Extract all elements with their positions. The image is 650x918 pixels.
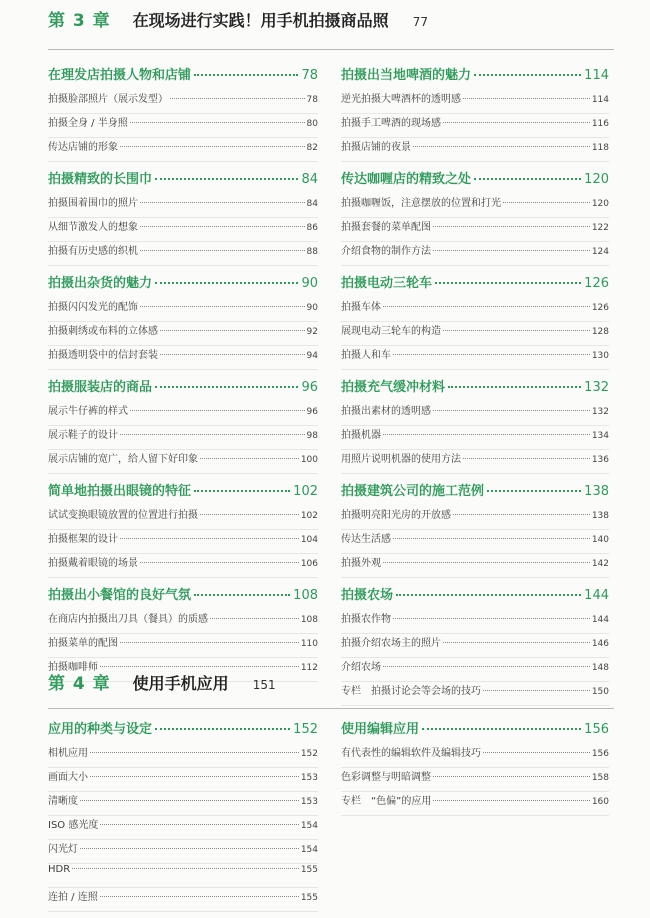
dot-leader <box>200 458 299 459</box>
entry-title: 展示牛仔裤的样式 <box>48 406 128 417</box>
entry-page-number: 130 <box>591 351 609 361</box>
entry-title: 有代表性的编辑软件及编辑技巧 <box>341 748 481 759</box>
toc-entry[interactable] <box>48 402 318 426</box>
chapter-4-right-column <box>341 718 609 822</box>
dot-leader <box>383 562 590 563</box>
chapter-3-header <box>48 6 428 36</box>
dot-leader <box>433 226 590 227</box>
dot-leader <box>483 752 590 753</box>
toc-section <box>48 272 318 370</box>
dot-leader <box>140 306 305 307</box>
section-heading[interactable] <box>48 272 318 298</box>
entry-title: 专栏 拍摄讨论会等会场的技巧 <box>341 686 481 697</box>
dot-leader <box>433 410 590 411</box>
section-page-number: 120 <box>584 172 609 187</box>
dot-leader <box>170 98 305 99</box>
entry-title: 试试变换眼镜放置的位置进行拍摄 <box>48 510 198 521</box>
entry-page-number: 153 <box>300 797 318 807</box>
dot-leader <box>120 434 305 435</box>
toc-entry[interactable] <box>341 634 609 658</box>
dot-leader <box>443 122 590 123</box>
entry-title: 拍摄菜单的配图 <box>48 638 118 649</box>
chapter-3-left-column <box>48 64 318 688</box>
entry-title: 逆光拍摄大啤酒杯的透明感 <box>341 94 461 105</box>
toc-section <box>341 376 609 474</box>
toc-section <box>48 718 318 912</box>
dot-leader <box>383 434 590 435</box>
dot-leader <box>160 354 305 355</box>
chapter-3-number: 第 3 章 <box>48 11 111 31</box>
section-heading[interactable] <box>48 480 318 506</box>
section-page-number: 138 <box>584 484 609 499</box>
entry-page-number: 80 <box>306 119 318 129</box>
dot-leader <box>433 250 590 251</box>
section-title: 拍摄出杂货的魅力 <box>48 276 153 291</box>
section-heading[interactable] <box>48 718 318 744</box>
entry-title: 拍摄透明袋中的信封套装 <box>48 350 158 361</box>
section-title: 拍摄建筑公司的施工范例 <box>341 484 485 499</box>
entry-page-number: 104 <box>300 535 318 545</box>
dot-leader <box>393 354 590 355</box>
section-page-number: 96 <box>301 380 318 395</box>
entry-page-number: 154 <box>300 821 318 831</box>
entry-page-number: 155 <box>300 893 318 903</box>
toc-entry[interactable] <box>48 530 318 554</box>
entry-title: 画面大小 <box>48 772 88 783</box>
chapter-4-page: 151 <box>252 678 276 692</box>
entry-title: 拍摄咖啡师 <box>48 662 98 673</box>
entry-page-number: 106 <box>300 559 318 569</box>
toc-entry[interactable] <box>341 298 609 322</box>
dot-leader <box>396 594 581 596</box>
section-page-number: 78 <box>301 68 318 83</box>
entry-page-number: 128 <box>591 327 609 337</box>
entry-page-number: 90 <box>306 303 318 313</box>
dot-leader <box>194 594 290 596</box>
toc-entry[interactable] <box>48 218 318 242</box>
section-page-number: 132 <box>584 380 609 395</box>
entry-title: 展现电动三轮车的构造 <box>341 326 441 337</box>
entry-title: 拍摄套餐的菜单配图 <box>341 222 431 233</box>
entry-page-number: 126 <box>591 303 609 313</box>
dot-leader <box>210 618 299 619</box>
dot-leader <box>474 178 581 180</box>
toc-entry[interactable] <box>48 888 318 912</box>
section-title: 拍摄精致的长围巾 <box>48 172 153 187</box>
dot-leader <box>194 74 298 76</box>
section-page-number: 84 <box>301 172 318 187</box>
entry-page-number: 108 <box>300 615 318 625</box>
dot-leader <box>80 800 299 801</box>
toc-entry[interactable] <box>48 450 318 474</box>
toc-entry[interactable] <box>341 90 609 114</box>
toc-entry[interactable] <box>48 138 318 162</box>
section-page-number: 90 <box>301 276 318 291</box>
entry-page-number: 120 <box>591 199 609 209</box>
toc-entry[interactable] <box>48 242 318 266</box>
section-page-number: 152 <box>293 722 318 737</box>
section-heading[interactable] <box>341 168 609 194</box>
dot-leader <box>120 538 299 539</box>
dot-leader <box>413 146 590 147</box>
entry-page-number: 82 <box>306 143 318 153</box>
toc-entry[interactable] <box>48 298 318 322</box>
toc-entry[interactable] <box>341 610 609 634</box>
toc-entry[interactable] <box>48 634 318 658</box>
entry-title: 拍摄闪闪发光的配饰 <box>48 302 138 313</box>
dot-leader <box>448 386 581 388</box>
entry-title: 拍摄出素材的透明感 <box>341 406 431 417</box>
section-heading[interactable] <box>341 376 609 402</box>
section-page-number: 126 <box>584 276 609 291</box>
entry-page-number: 110 <box>300 639 318 649</box>
entry-title: 相机应用 <box>48 748 88 759</box>
entry-title: 拍摄戴着眼镜的场景 <box>48 558 138 569</box>
entry-page-number: 100 <box>300 455 318 465</box>
toc-entry[interactable] <box>341 402 609 426</box>
toc-entry[interactable] <box>48 554 318 578</box>
entry-title: 从细节激发人的想象 <box>48 222 138 233</box>
toc-section <box>341 168 609 266</box>
entry-page-number: 122 <box>591 223 609 233</box>
dot-leader <box>130 410 305 411</box>
toc-section <box>48 168 318 266</box>
entry-title: 拍摄围着围巾的照片 <box>48 198 138 209</box>
section-title: 拍摄充气缓冲材料 <box>341 380 446 395</box>
toc-entry[interactable] <box>48 864 318 888</box>
dot-leader <box>100 824 298 825</box>
section-heading[interactable] <box>341 272 609 298</box>
entry-page-number: 78 <box>306 95 318 105</box>
entry-page-number: 112 <box>300 663 318 673</box>
dot-leader <box>140 226 305 227</box>
entry-page-number: 146 <box>591 639 609 649</box>
chapter-3-rule <box>48 49 614 50</box>
dot-leader <box>100 666 299 667</box>
toc-entry[interactable] <box>48 792 318 816</box>
dot-leader <box>422 728 581 730</box>
chapter-4-rule <box>48 708 614 709</box>
chapter-4-title: 使用手机应用 <box>132 674 229 693</box>
section-heading[interactable] <box>48 168 318 194</box>
dot-leader <box>383 306 590 307</box>
entry-title: 介绍食物的制作方法 <box>341 246 431 257</box>
entry-title: 色彩调整与明暗调整 <box>341 772 431 783</box>
section-heading[interactable] <box>341 584 609 610</box>
section-page-number: 114 <box>584 68 609 83</box>
toc-entry[interactable] <box>48 816 318 840</box>
entry-title: 拍摄车体 <box>341 302 381 313</box>
chapter-4-header <box>48 669 276 699</box>
chapter-3-right-column <box>341 64 609 712</box>
dot-leader <box>140 562 299 563</box>
toc-section <box>48 64 318 162</box>
dot-leader <box>393 538 590 539</box>
entry-title: ISO 感光度 <box>48 820 99 831</box>
dot-leader <box>80 848 299 849</box>
entry-page-number: 114 <box>591 95 609 105</box>
section-title: 拍摄服装店的商品 <box>48 380 153 395</box>
dot-leader <box>474 74 581 76</box>
entry-page-number: 98 <box>306 431 318 441</box>
entry-title: 闪光灯 <box>48 844 78 855</box>
entry-title: 连拍 / 连照 <box>48 892 98 903</box>
toc-section <box>341 480 609 578</box>
dot-leader <box>160 330 305 331</box>
entry-title: 拍摄咖喱饭，注意摆放的位置和打光 <box>341 198 501 209</box>
toc-section <box>48 376 318 474</box>
dot-leader <box>383 666 590 667</box>
toc-entry[interactable] <box>48 426 318 450</box>
entry-title: 在商店内拍摄出刀具（餐具）的质感 <box>48 614 208 625</box>
entry-title: 拍摄农作物 <box>341 614 391 625</box>
section-page-number: 108 <box>293 588 318 603</box>
section-title: 拍摄农场 <box>341 588 394 603</box>
entry-page-number: 102 <box>300 511 318 521</box>
entry-page-number: 155 <box>300 865 318 875</box>
dot-leader <box>100 896 299 897</box>
dot-leader <box>90 776 299 777</box>
dot-leader <box>433 776 590 777</box>
dot-leader <box>453 514 590 515</box>
entry-title: 拍摄店铺的夜景 <box>341 142 411 153</box>
chapter-4-left-column <box>48 718 318 918</box>
entry-page-number: 118 <box>591 143 609 153</box>
toc-entry[interactable] <box>48 346 318 370</box>
toc-entry[interactable] <box>48 322 318 346</box>
entry-title: 拍摄全身 / 半身照 <box>48 118 128 129</box>
section-heading[interactable] <box>48 376 318 402</box>
entry-title: 拍摄明亮阳光房的开放感 <box>341 510 451 521</box>
section-heading[interactable] <box>341 718 609 744</box>
entry-title: 拍摄刺绣或布料的立体感 <box>48 326 158 337</box>
toc-entry[interactable] <box>341 506 609 530</box>
dot-leader <box>72 868 299 869</box>
dot-leader <box>140 250 305 251</box>
entry-title: 拍摄框架的设计 <box>48 534 118 545</box>
section-heading[interactable] <box>341 480 609 506</box>
entry-title: 拍摄介绍农场主的照片 <box>341 638 441 649</box>
entry-title: 用照片说明机器的使用方法 <box>341 454 461 465</box>
dot-leader <box>463 98 590 99</box>
chapter-4-number: 第 4 章 <box>48 674 111 694</box>
section-title: 传达咖喱店的精致之处 <box>341 172 472 187</box>
toc-section <box>48 480 318 578</box>
entry-page-number: 134 <box>591 431 609 441</box>
entry-page-number: 138 <box>591 511 609 521</box>
section-heading[interactable] <box>48 64 318 90</box>
dot-leader <box>463 458 590 459</box>
section-page-number: 144 <box>584 588 609 603</box>
toc-entry[interactable] <box>48 194 318 218</box>
dot-leader <box>503 202 590 203</box>
toc-entry[interactable] <box>48 744 318 768</box>
entry-title: 拍摄人和车 <box>341 350 391 361</box>
dot-leader <box>130 122 305 123</box>
entry-page-number: 158 <box>591 773 609 783</box>
entry-page-number: 124 <box>591 247 609 257</box>
entry-page-number: 160 <box>591 797 609 807</box>
toc-entry[interactable] <box>341 218 609 242</box>
toc-entry[interactable] <box>341 768 609 792</box>
toc-entry[interactable] <box>48 840 318 864</box>
toc-entry[interactable] <box>341 242 609 266</box>
entry-page-number: 150 <box>591 687 609 697</box>
toc-entry[interactable] <box>48 506 318 530</box>
toc-entry[interactable] <box>341 346 609 370</box>
chapter-3-page: 77 <box>412 15 428 29</box>
entry-page-number: 88 <box>306 247 318 257</box>
toc-entry[interactable] <box>48 768 318 792</box>
section-title: 拍摄出小餐馆的良好气氛 <box>48 588 192 603</box>
toc-entry[interactable] <box>341 792 609 816</box>
entry-page-number: 156 <box>591 749 609 759</box>
entry-title: 展示店铺的宽广，给人留下好印象 <box>48 454 198 465</box>
toc-entry[interactable] <box>341 194 609 218</box>
toc-entry[interactable] <box>341 450 609 474</box>
dot-leader <box>200 514 299 515</box>
section-title: 拍摄电动三轮车 <box>341 276 433 291</box>
section-title: 在理发店拍摄人物和店铺 <box>48 68 192 83</box>
toc-entry[interactable] <box>341 138 609 162</box>
entry-page-number: 96 <box>306 407 318 417</box>
chapter-3-title: 在现场进行实践！用手机拍摄商品照 <box>132 11 389 30</box>
toc-entry[interactable] <box>341 426 609 450</box>
dot-leader <box>140 202 305 203</box>
entry-title: 拍摄手工啤酒的现场感 <box>341 118 441 129</box>
entry-title: 传达生活感 <box>341 534 391 545</box>
dot-leader <box>155 728 290 730</box>
entry-page-number: 154 <box>300 845 318 855</box>
entry-page-number: 148 <box>591 663 609 673</box>
dot-leader <box>443 330 590 331</box>
dot-leader <box>155 386 298 388</box>
section-title: 应用的种类与设定 <box>48 722 153 737</box>
toc-entry[interactable] <box>341 554 609 578</box>
section-page-number: 102 <box>293 484 318 499</box>
toc-section <box>341 584 609 706</box>
toc-section <box>341 64 609 162</box>
dot-leader <box>433 800 589 801</box>
entry-page-number: 142 <box>591 559 609 569</box>
toc-entry[interactable] <box>341 744 609 768</box>
toc-section <box>48 584 318 682</box>
entry-page-number: 84 <box>306 199 318 209</box>
dot-leader <box>443 642 590 643</box>
toc-entry[interactable] <box>341 322 609 346</box>
entry-title: 拍摄外观 <box>341 558 381 569</box>
toc-entry[interactable] <box>48 114 318 138</box>
entry-title: 拍摄机器 <box>341 430 381 441</box>
entry-title: 专栏 “色偏”的应用 <box>341 796 432 807</box>
entry-title: 拍摄脸部照片（展示发型） <box>48 94 168 105</box>
entry-title: 传达店铺的形象 <box>48 142 118 153</box>
dot-leader <box>90 752 299 753</box>
entry-page-number: 140 <box>591 535 609 545</box>
dot-leader <box>435 282 581 284</box>
entry-page-number: 116 <box>591 119 609 129</box>
entry-title: 拍摄有历史感的织机 <box>48 246 138 257</box>
section-title: 使用编辑应用 <box>341 722 420 737</box>
toc-entry[interactable] <box>48 90 318 114</box>
dot-leader <box>483 690 590 691</box>
entry-page-number: 132 <box>591 407 609 417</box>
entry-page-number: 144 <box>591 615 609 625</box>
entry-title: 展示鞋子的设计 <box>48 430 118 441</box>
entry-page-number: 94 <box>306 351 318 361</box>
toc-entry[interactable] <box>341 530 609 554</box>
section-heading[interactable] <box>48 584 318 610</box>
toc-section <box>341 718 609 816</box>
dot-leader <box>155 178 298 180</box>
toc-entry[interactable] <box>341 114 609 138</box>
dot-leader <box>393 618 590 619</box>
section-title: 拍摄出当地啤酒的魅力 <box>341 68 472 83</box>
dot-leader <box>487 490 581 492</box>
dot-leader <box>155 282 298 284</box>
toc-section <box>341 272 609 370</box>
toc-entry[interactable] <box>341 682 609 706</box>
entry-title: 清晰度 <box>48 796 78 807</box>
section-title: 简单地拍摄出眼镜的特征 <box>48 484 192 499</box>
toc-entry[interactable] <box>48 610 318 634</box>
entry-page-number: 153 <box>300 773 318 783</box>
dot-leader <box>120 642 299 643</box>
entry-page-number: 152 <box>300 749 318 759</box>
entry-page-number: 136 <box>591 455 609 465</box>
entry-title: 介绍农场 <box>341 662 381 673</box>
entry-page-number: 92 <box>306 327 318 337</box>
dot-leader <box>194 490 290 492</box>
entry-page-number: 86 <box>306 223 318 233</box>
section-page-number: 156 <box>584 722 609 737</box>
toc-entry[interactable] <box>341 658 609 682</box>
dot-leader <box>120 146 305 147</box>
section-heading[interactable] <box>341 64 609 90</box>
entry-title: HDR <box>48 864 71 875</box>
